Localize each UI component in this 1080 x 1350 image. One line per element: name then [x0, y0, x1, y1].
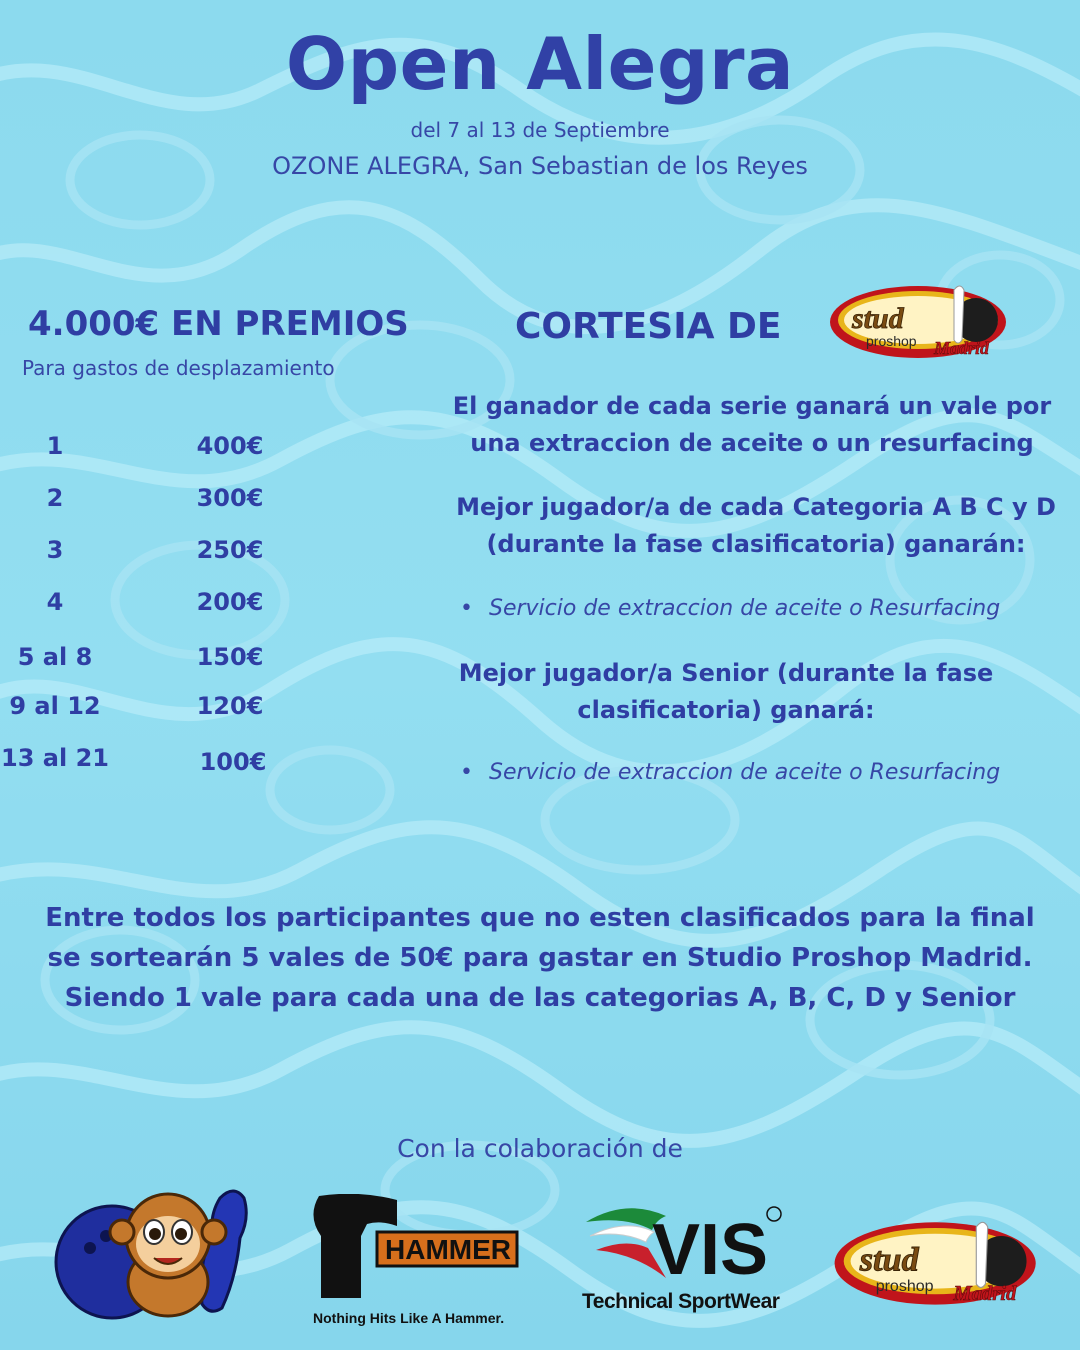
- prize-category-best: Mejor jugador/a de cada Categoria A B C y D (durante la fase clasificatoria) ganarán:: [456, 493, 1056, 558]
- studio-proshop-madrid-logo-bottom-icon: [830, 1208, 1054, 1312]
- senior-prize-bullet: • Servicio de extraccion de aceite o Resurfacing: [460, 760, 1000, 785]
- logo-proshop-text: proshop: [875, 1277, 934, 1295]
- prize-amount: 400€: [196, 432, 264, 460]
- prize-place: 2: [46, 484, 64, 512]
- collaboration-label: Con la colaboración de: [397, 1134, 683, 1163]
- prize-place: 5 al 8: [17, 643, 93, 671]
- logo-stud-text: stud: [852, 302, 904, 335]
- logo-madrid-text: Madrid: [953, 1283, 1017, 1305]
- hammer-brand-text: HAMMER: [385, 1234, 511, 1265]
- vis-logo-icon: [582, 1200, 792, 1288]
- event-dates: del 7 al 13 de Septiembre: [410, 118, 670, 142]
- prize-row: [0, 432, 270, 472]
- prizes-heading: 4.000€ EN PREMIOS: [28, 304, 409, 344]
- prize-place: 13 al 21: [1, 744, 109, 772]
- raffle-line-2: se sortearán 5 vales de 50€ para gastar en Studio Proshop Madrid.: [47, 943, 1033, 973]
- raffle-line-1: Entre todos los participantes que no esten clasificados para la final: [45, 903, 1035, 933]
- event-title: Open Alegra: [285, 22, 795, 106]
- raffle-line-3: Siendo 1 vale para cada una de las categorias A, B, C, D y Senior: [64, 983, 1016, 1013]
- event-venue: OZONE ALEGRA, San Sebastian de los Reyes: [272, 152, 808, 180]
- vis-brand-text: VIS: [652, 1210, 769, 1288]
- cortesia-heading: CORTESIA DE: [515, 306, 782, 347]
- prize-place: 1: [46, 432, 64, 460]
- prize-place: 9 al 12: [9, 692, 101, 720]
- vis-tagline: [582, 1290, 779, 1314]
- logo-madrid-text: Madrid: [934, 338, 990, 358]
- raffle-text: [0, 898, 1080, 1018]
- studio-proshop-madrid-logo-icon: [826, 276, 1022, 362]
- prize-place: 4: [46, 588, 64, 616]
- prize-amount: 120€: [196, 692, 264, 720]
- prize-amount: 150€: [196, 643, 264, 671]
- prizes-subheading: Para gastos de desplazamiento: [22, 356, 335, 380]
- vis-tagline-a: Technical: [582, 1290, 679, 1313]
- hammer-tagline: Nothing Hits Like A Hammer.: [313, 1310, 505, 1326]
- prize-series-winner: El ganador de cada serie ganará un vale por una extraccion de aceite o un resurfacing: [452, 392, 1052, 457]
- category-prize-bullet: • Servicio de extraccion de aceite o Resurfacing: [460, 596, 1000, 621]
- prize-row: [0, 744, 270, 784]
- prize-amount: 250€: [196, 536, 264, 564]
- vis-tagline-b: SportWear: [678, 1290, 780, 1313]
- prize-row: [0, 536, 270, 576]
- logo-stud-text: stud: [859, 1240, 919, 1279]
- logo-proshop-text: proshop: [866, 333, 917, 349]
- prize-row: [0, 643, 270, 683]
- prize-amount: 100€: [199, 748, 267, 776]
- prize-amount: 200€: [196, 588, 264, 616]
- monkey-bowling-logo-icon: [50, 1178, 260, 1323]
- prize-senior-best: Mejor jugador/a Senior (durante la fase clasificatoria) ganará:: [458, 659, 994, 724]
- prize-row: [0, 588, 270, 628]
- prize-row: [0, 692, 270, 732]
- hammer-logo-icon: [313, 1194, 523, 1302]
- prize-place: 3: [46, 536, 64, 564]
- prize-row: [0, 484, 270, 524]
- prize-amount: 300€: [196, 484, 264, 512]
